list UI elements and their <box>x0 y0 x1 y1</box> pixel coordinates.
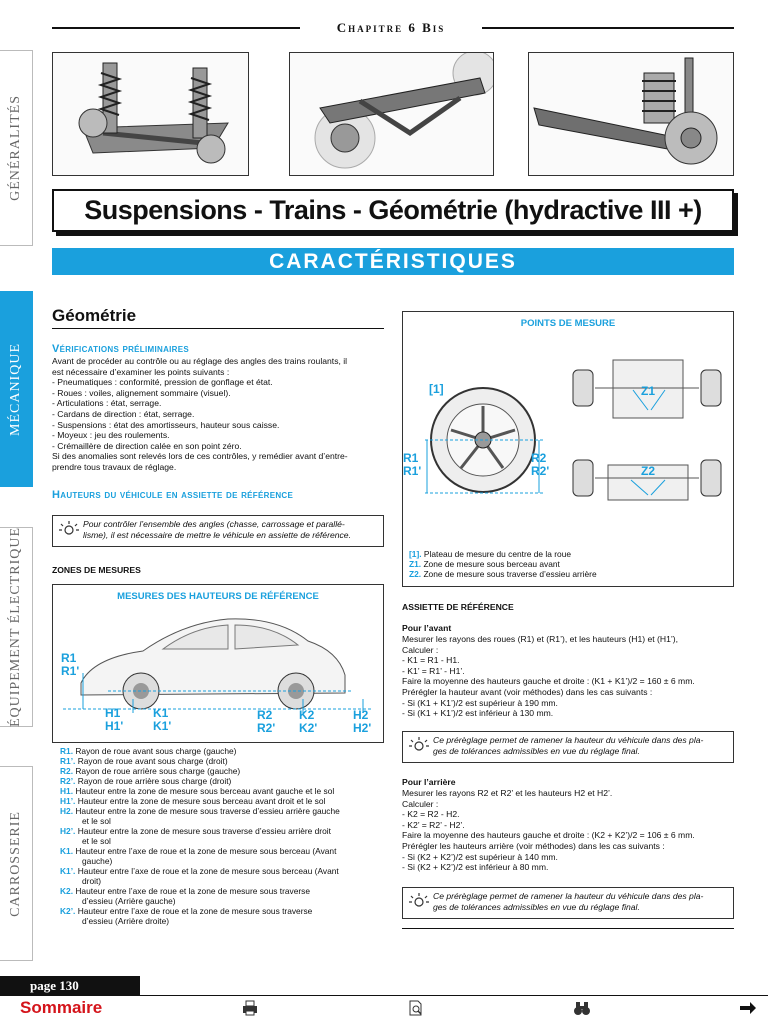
label-r1: R1 R1' <box>403 451 422 478</box>
chapter-label: Chapitre 6 Bis <box>300 18 482 38</box>
section-banner: CARACTÉRISTIQUES <box>52 248 734 275</box>
tab-label: CARROSSERIE <box>8 810 23 917</box>
assiette-heading: ASSIETTE DE RÉFÉRENCE <box>402 602 514 612</box>
label-1: [1] <box>429 382 444 396</box>
note-box: Ce prérèglage permet de ramener la hauteur du véhicule dans des pla- ges de tolérances admissibles en vue du réglage final. <box>402 731 734 763</box>
figure-title: MESURES DES HAUTEURS DE RÉFÉRENCE <box>117 591 319 602</box>
arriere-text: Mesurer les rayons R2 et R2’ et les hauteurs H2 et H2’. Calculer : - K2 = R2 - H2. - K2’ = R2’ - H2’. Faire la moyenne des hauteurs gauche et droite : (K2 + K2’)/2 = 106 ± 6 mm. Prérégler les hauteurs arrière (voir méthodes) dans les cas suivants : - Si (K2 + K2’)/2 est supérieur à 140 mm. - Si (K2 + K2’)/2 est inférieur à 80 mm. <box>402 788 695 873</box>
legend-item: K1. Hauteur entre l’axe de roue et la zone de mesure sous berceau (Avant gauche) <box>60 846 337 866</box>
lightbulb-icon <box>407 891 429 911</box>
tab-label: GÉNÉRALITÉS <box>8 95 23 201</box>
wheel-and-chassis-diagram <box>403 340 733 540</box>
label-r2: R2 R2' <box>257 708 276 735</box>
legend-item: H1. Hauteur entre la zone de mesure sous berceau avant gauche et le sol <box>60 786 335 796</box>
tab-equipement-electrique[interactable] <box>0 527 33 727</box>
avant-heading: Pour l’avant <box>402 623 452 633</box>
legend-item: R1’. Rayon de roue avant sous charge (droit) <box>60 756 228 766</box>
sommaire-link[interactable]: Sommaire <box>20 998 103 1017</box>
page-title: Suspensions - Trains - Géométrie (hydractive III +) <box>52 189 734 232</box>
label-z1: Z1 <box>641 384 656 398</box>
legend-item: R2. Rayon de roue arrière sous charge (gauche) <box>60 766 241 776</box>
legend-item: R2’. Rayon de roue arrière sous charge (droit) <box>60 776 232 786</box>
measure-points-figure <box>402 311 734 587</box>
legend-item: Z2. Zone de mesure sous traverse d’essieu arrière <box>409 569 597 579</box>
label-k1: K1 K1' <box>153 706 172 733</box>
note-box: Pour contrôler l’ensemble des angles (chasse, carrossage et parallé- lisme), il est nécessaire de mettre le véhicule en assiette de référence. <box>52 515 384 547</box>
lightbulb-icon <box>57 519 79 539</box>
footer-rule <box>0 995 768 996</box>
tab-label: MÉCANIQUE <box>8 342 23 436</box>
car-side-diagram <box>53 603 383 741</box>
reference-heights-figure <box>52 584 384 743</box>
legend-item: K2. Hauteur entre l’axe de roue et la zone de mesure sous traverse d’essieu (Arrière gauche) <box>60 886 311 906</box>
tab-mecanique[interactable] <box>0 291 33 487</box>
rear-axle-image <box>289 52 494 176</box>
legend-item: Z1. Zone de mesure sous berceau avant <box>409 559 560 569</box>
note-box: Ce prérèglage permet de ramener la hauteur du véhicule dans des pla- ges de tolérances admissibles en vue du réglage final. <box>402 887 734 919</box>
figure-legend <box>409 549 729 579</box>
tab-carrosserie[interactable] <box>0 766 33 961</box>
section-rule <box>402 928 734 929</box>
verifications-text: Avant de procéder au contrôle ou au réglage des angles des trains roulants, il est nécessaire d’examiner les points suivants : - Pneumatiques : conformité, pression de gonflage et état. - Roues : voiles, alignement sommaire (visuel). - Articulations : état, serrage. - Cardans de direction : état, serrage. - Suspensions : état des amortisseurs, hauteur sous caisse. - Moyeux : jeu des roulements. - Crémaillère de direction calée en son point zéro. Si des anomalies sont relevés lors de ces contrôles, y remédier avant d’entre- prendre tous travaux de réglage. <box>52 356 348 472</box>
legend-item: H2’. Hauteur entre la zone de mesure sous traverse d’essieu arrière droit et le sol <box>60 826 331 846</box>
legend-item: R1. Rayon de roue avant sous charge (gauche) <box>60 746 237 756</box>
legend-item: H2. Hauteur entre la zone de mesure sous traverse d’essieu arrière gauche et le sol <box>60 806 340 826</box>
verifications-heading: Vérifications préliminaires <box>52 343 190 355</box>
tab-generalites[interactable] <box>0 50 33 246</box>
legend-item: K1’. Hauteur entre l’axe de roue et la zone de mesure sous berceau (Avant droit) <box>60 866 339 886</box>
next-arrow-icon[interactable] <box>739 1000 757 1016</box>
lightbulb-icon <box>407 735 429 755</box>
hauteurs-heading: Hauteurs du véhicule en assiette de référence <box>52 489 294 501</box>
legend-list <box>60 746 380 926</box>
figure-title: POINTS DE MESURE <box>520 318 616 329</box>
binoculars-icon[interactable] <box>573 1000 591 1016</box>
page-number: page 130 <box>0 976 140 995</box>
label-r1: R1 R1' <box>61 651 80 678</box>
rear-suspension-image <box>528 52 734 176</box>
legend-item: K2’. Hauteur entre l’axe de roue et la zone de mesure sous traverse d’essieu (Arrière droite) <box>60 906 313 926</box>
label-r2: R2 R2' <box>531 451 550 478</box>
label-h2: H2 H2' <box>353 708 372 735</box>
label-k2: K2 K2' <box>299 708 318 735</box>
legend-item: [1]. Plateau de mesure du centre de la roue <box>409 549 572 559</box>
geometry-heading: Géométrie <box>52 306 384 329</box>
legend-item: H1’. Hauteur entre la zone de mesure sous berceau avant droit et le sol <box>60 796 326 806</box>
printer-icon[interactable] <box>241 1000 259 1016</box>
search-document-icon[interactable] <box>407 1000 425 1016</box>
label-z2: Z2 <box>641 464 656 478</box>
label-h1: H1 H1' <box>105 706 124 733</box>
arriere-heading: Pour l’arrière <box>402 777 456 787</box>
avant-text: Mesurer les rayons des roues (R1) et (R1’), et les hauteurs (H1) et (H1’), Calculer : - K1 = R1 - H1. - K1’ = R1’ - H1’. Faire la moyenne des hauteurs gauche et droite : (K1 + K1’)/2 = 160 ± 6 mm. Prérégler la hauteur avant (voir méthodes) dans les cas suivants : - Si (K1 + K1’)/2 est supérieur à 190 mm. - Si (K1 + K1’)/2 est inférieur à 130 mm. <box>402 634 695 719</box>
tab-label: ÉQUIPEMENT ÉLECTRIQUE <box>8 527 23 727</box>
zones-heading: ZONES DE MESURES <box>52 565 141 575</box>
front-suspension-image <box>52 52 249 176</box>
